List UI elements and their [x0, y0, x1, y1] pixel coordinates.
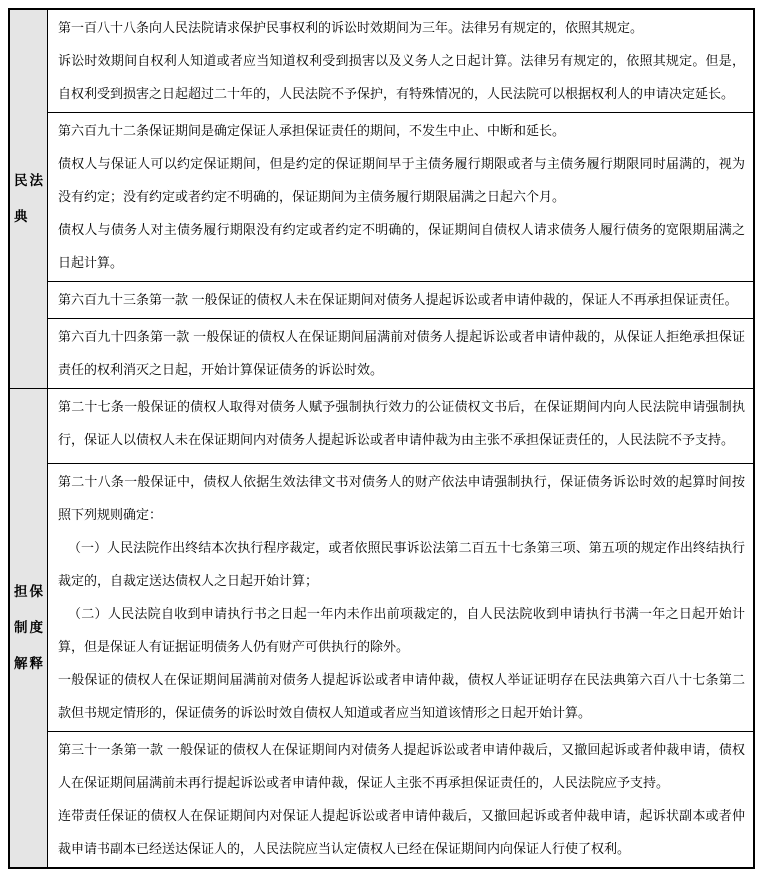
law-paragraph: 第三十一条第一款 一般保证的债权人在保证期间内对债务人提起诉讼或者申请仲裁后，又撤回起诉或者仲裁申请，债权人在保证期间届满前未再行提起诉讼或者申请仲裁，保证人主张不再承担保证责任的，人民法院应予支持。: [58, 742, 745, 790]
table-row: [48, 10, 753, 112]
law-paragraph: 第六百九十二条保证期间是确定保证人承担保证责任的期间，不发生中止、中断和延长。: [58, 123, 566, 138]
section-rows: [48, 389, 753, 867]
table-row: [48, 281, 753, 318]
law-paragraph: 第一百八十八条向人民法院请求保护民事权利的诉讼时效期间为三年。法律另有规定的，依照其规定。: [58, 20, 644, 35]
section-header-line: 制度: [14, 620, 45, 635]
law-paragraph: 第六百九十三条第一款 一般保证的债权人未在保证期间对债务人提起诉讼或者申请仲裁的，保证人不再承担保证责任。: [58, 292, 738, 307]
section-header-line: 民法: [14, 173, 45, 188]
law-paragraph: 第二十八条一般保证中，债权人依据生效法律文书对债务人的财产依法申请强制执行，保证债务诉讼时效的起算时间按照下列规则确定：: [58, 474, 745, 522]
law-paragraph: 诉讼时效期间自权利人知道或者应当知道权利受到损害以及义务人之日起计算。法律另有规定的，依照其规定。但是，自权利受到损害之日起超过二十年的，人民法院不予保护，有特殊情况的，人民法院可以根据权利人的申请决定延长。: [58, 53, 745, 101]
law-paragraph: 债权人与保证人可以约定保证期间，但是约定的保证期间早于主债务履行期限或者与主债务履行期限同时届满的，视为没有约定；没有约定或者约定不明确的，保证期间为主债务履行期限届满之日起六个月。: [58, 156, 745, 204]
law-paragraph: 连带责任保证的债权人在保证期间内对保证人提起诉讼或者申请仲裁后，又撤回起诉或者仲裁申请，起诉状副本或者仲裁申请书副本已经送达保证人的，人民法院应当认定债权人已经在保证期间内向保证人行使了权利。: [58, 808, 745, 856]
section-minfadian: [10, 10, 753, 388]
section-header-danbao-jieshi: [10, 389, 48, 867]
section-header-line: 典: [14, 209, 30, 224]
law-comparison-table: [8, 8, 755, 869]
table-row: [48, 318, 753, 388]
law-paragraph: 第二十七条一般保证的债权人取得对债务人赋予强制执行效力的公证债权文书后，在保证期间内向人民法院申请强制执行，保证人以债权人未在保证期间内对债务人提起诉讼或者申请仲裁为由主张不承担保证责任的，人民法院不予支持。: [58, 399, 745, 447]
law-paragraph: 债权人与债务人对主债务履行期限没有约定或者约定不明确的，保证期间自债权人请求债务人履行债务的宽限期届满之日起计算。: [58, 222, 745, 270]
table-row: [48, 731, 753, 867]
law-paragraph: 第六百九十四条第一款 一般保证的债权人在保证期间届满前对债务人提起诉讼或者申请仲裁的，从保证人拒绝承担保证责任的权利消灭之日起，开始计算保证债务的诉讼时效。: [58, 329, 745, 377]
section-header-minfadian: [10, 10, 48, 388]
section-header-line: 解释: [14, 656, 45, 671]
table-row: [48, 463, 753, 731]
table-row: [48, 389, 753, 463]
section-header-line: 担保: [14, 584, 45, 599]
section-rows: [48, 10, 753, 388]
law-paragraph: （二）人民法院自收到申请执行书之日起一年内未作出前项裁定的，自人民法院收到申请执行书满一年之日起开始计算，但是保证人有证据证明债务人仍有财产可供执行的除外。: [58, 606, 745, 654]
table-row: [48, 112, 753, 281]
law-paragraph: 一般保证的债权人在保证期间届满前对债务人提起诉讼或者申请仲裁，债权人举证证明存在民法典第六百八十七条第二款但书规定情形的，保证债务的诉讼时效自债权人知道或者应当知道该情形之日起开始计算。: [58, 672, 745, 720]
section-danbao-jieshi: [10, 388, 753, 867]
law-paragraph: （一）人民法院作出终结本次执行程序裁定，或者依照民事诉讼法第二百五十七条第三项、第五项的规定作出终结执行裁定的，自裁定送达债权人之日起开始计算；: [58, 540, 745, 588]
